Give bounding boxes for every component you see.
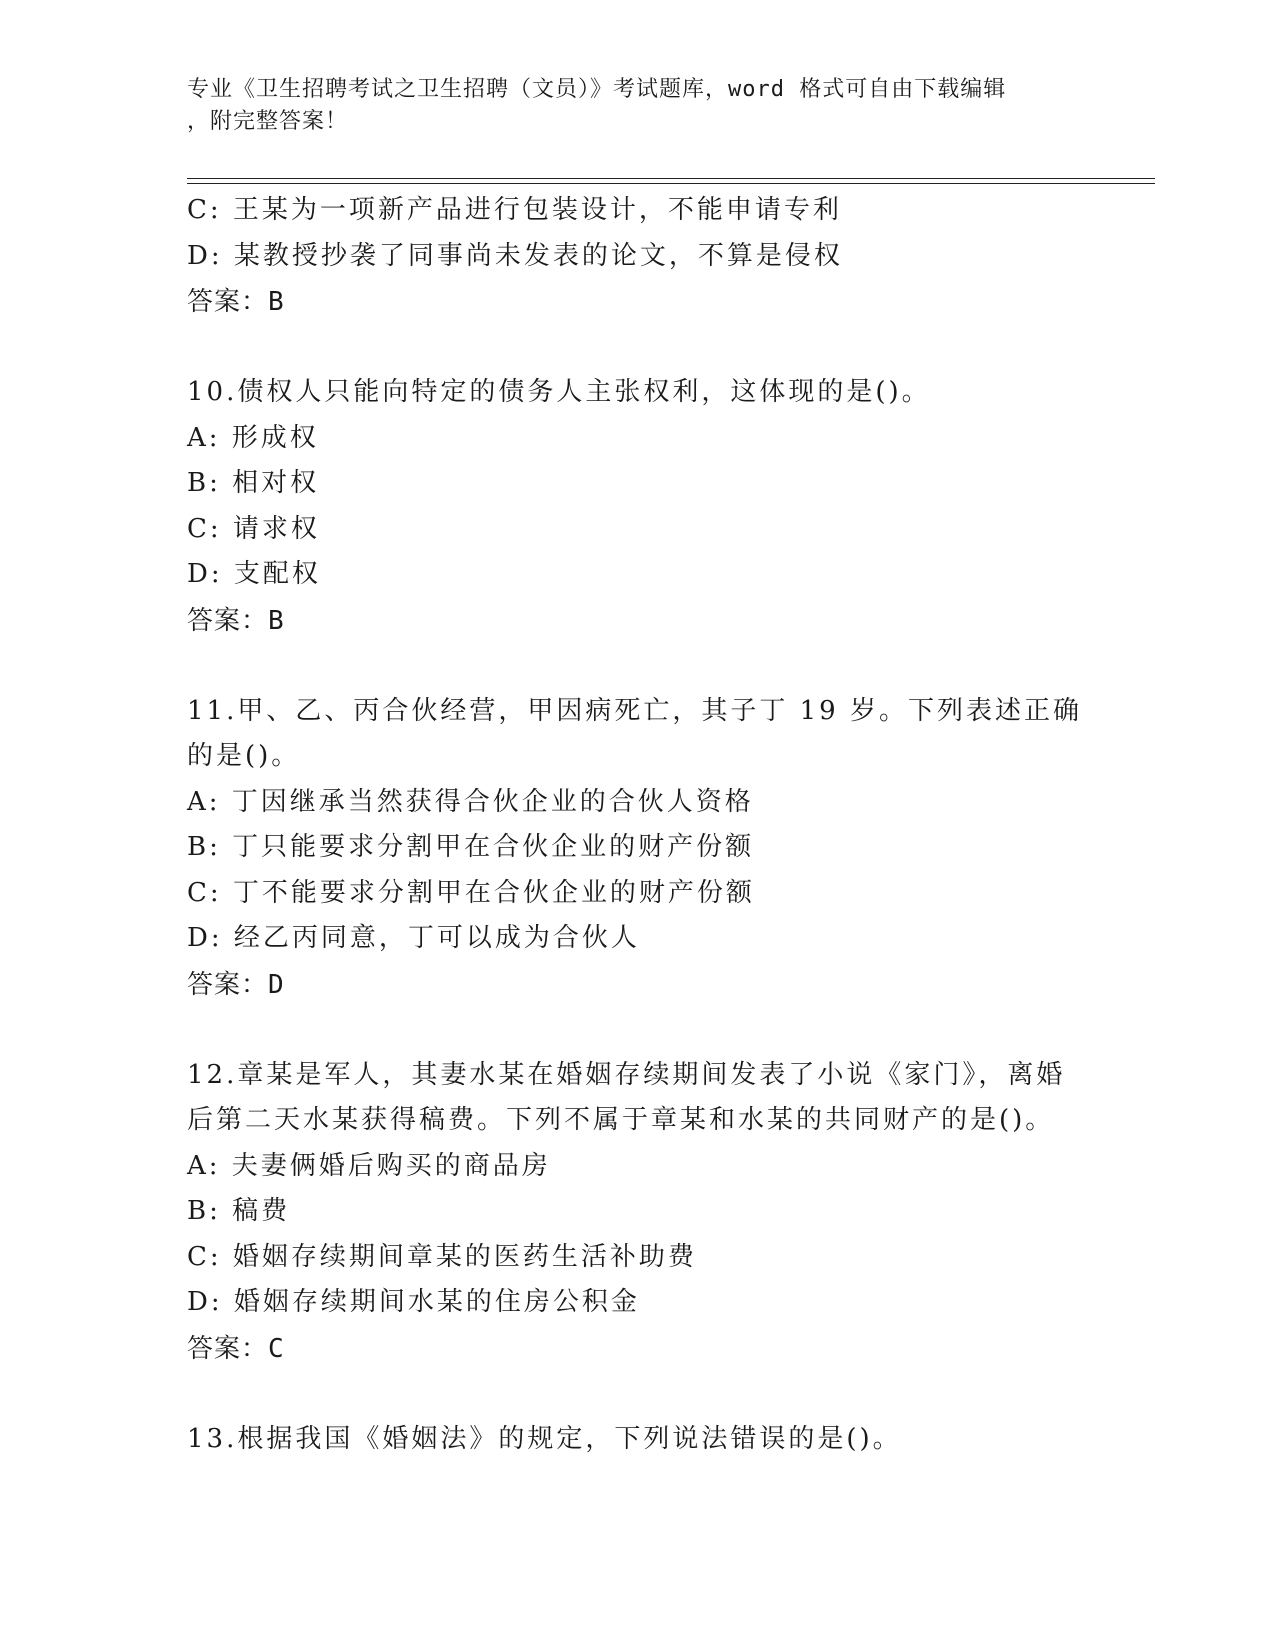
- question-stem-line1: 11.甲、乙、丙合伙经营，甲因病死亡，其子丁 19 岁。下列表述正确: [187, 695, 1082, 726]
- question-10: [187, 370, 1087, 644]
- option-d: D: 婚姻存续期间水某的住房公积金: [187, 1287, 640, 1317]
- header-title-line2: ，附完整答案！: [187, 109, 349, 134]
- option-d: D: 支配权: [187, 559, 321, 589]
- option-a: A: 形成权: [187, 422, 319, 453]
- document-header: [187, 74, 1067, 138]
- option-b: B: 相对权: [187, 468, 320, 498]
- option-d: D: 某教授抄袭了同事尚未发表的论文，不算是侵权: [187, 240, 843, 271]
- question-stem-line2: 后第二天水某获得稿费。下列不属于章某和水某的共同财产的是()。: [187, 1105, 1055, 1135]
- question-12: [187, 1053, 1087, 1372]
- header-divider-bottom: [187, 183, 1155, 184]
- question-stem: 10.债权人只能向特定的债务人主张权利，这体现的是()。: [187, 377, 931, 407]
- question-stem-line2: 的是()。: [187, 741, 301, 771]
- spacer: [187, 1008, 1087, 1053]
- question-stem: 13.根据我国《婚姻法》的规定，下列说法错误的是()。: [187, 1423, 902, 1454]
- spacer: [187, 325, 1087, 370]
- option-b: B: 丁只能要求分割甲在合伙企业的财产份额: [187, 832, 755, 862]
- option-b: B: 稿费: [187, 1196, 291, 1226]
- option-a: A: 夫妻俩婚后购买的商品房: [187, 1150, 551, 1181]
- option-c: C: 婚姻存续期间章某的医药生活补助费: [187, 1241, 697, 1272]
- header-divider-top: [187, 178, 1155, 179]
- option-c: C: 王某为一项新产品进行包装设计，不能申请专利: [187, 195, 842, 225]
- question-list: [187, 188, 1087, 1462]
- question-13: [187, 1417, 1087, 1463]
- question-9-tail: [187, 188, 1087, 325]
- answer-line: 答案：D: [187, 969, 285, 1000]
- header-title-line1: 专业《卫生招聘考试之卫生招聘（文员）》考试题库，word 格式可自由下载编辑: [187, 77, 1007, 102]
- answer-line: 答案：B: [187, 605, 285, 636]
- spacer: [187, 644, 1087, 689]
- option-c: C: 丁不能要求分割甲在合伙企业的财产份额: [187, 877, 755, 908]
- option-c: C: 请求权: [187, 513, 320, 544]
- option-a: A: 丁因继承当然获得合伙企业的合伙人资格: [187, 786, 754, 817]
- spacer: [187, 1372, 1087, 1417]
- option-d: D: 经乙丙同意，丁可以成为合伙人: [187, 923, 640, 953]
- question-stem-line1: 12.章某是军人，其妻水某在婚姻存续期间发表了小说《家门》，离婚: [187, 1059, 1066, 1090]
- question-11: [187, 689, 1087, 1008]
- answer-line: 答案：B: [187, 287, 285, 317]
- answer-line: 答案：C: [187, 1333, 285, 1364]
